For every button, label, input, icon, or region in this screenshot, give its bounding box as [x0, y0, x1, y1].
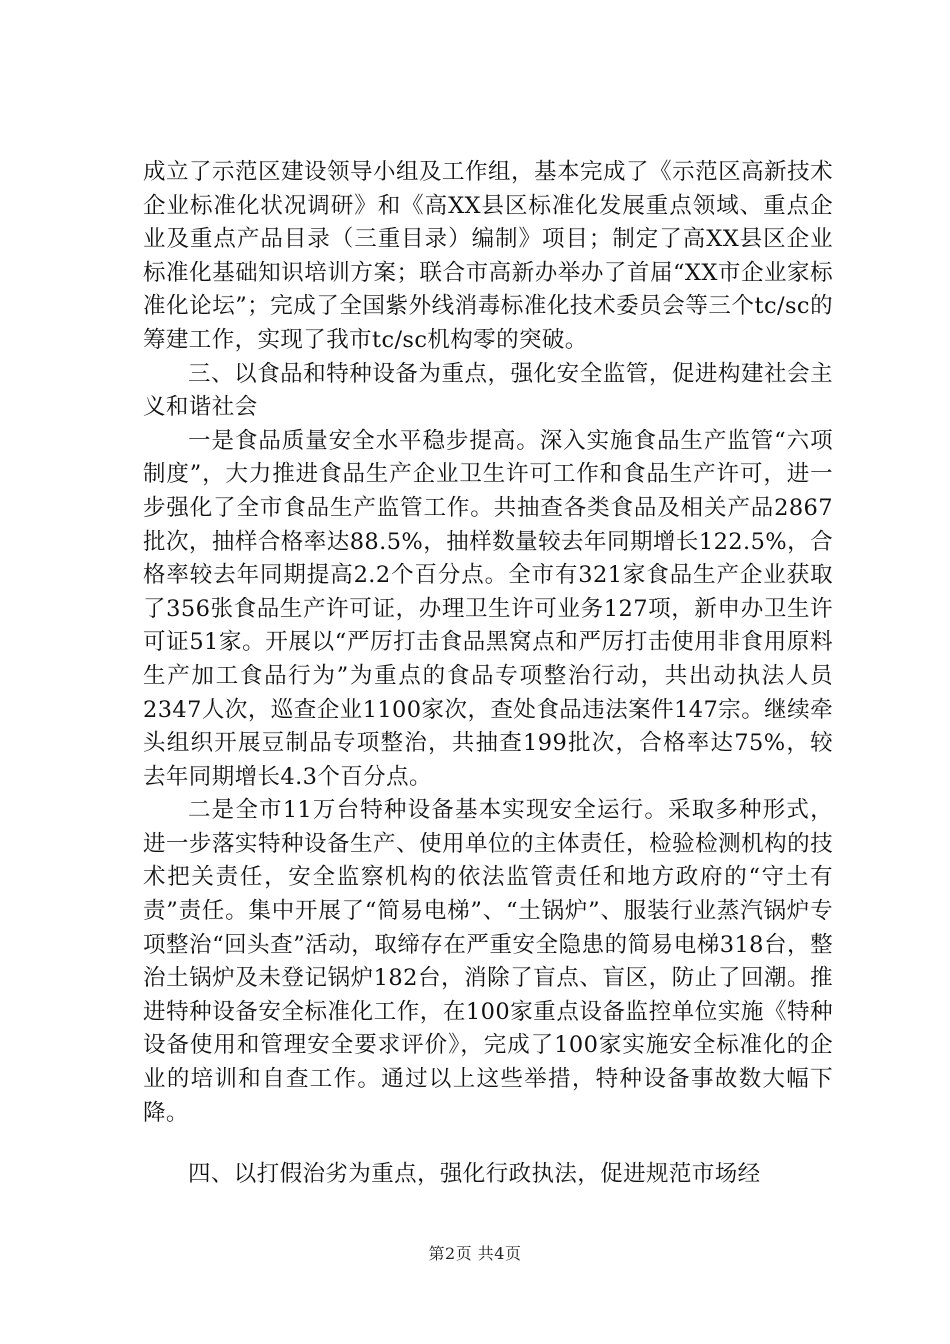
paragraph-food-safety: 一是食品质量安全水平稳步提高。深入实施食品生产监管“六项制度”，大力推进食品生产企业卫生许可工作和食品生产许可，进一步强化了全市食品生产监管工作。共抽查各类食品及相关产品2867批次，抽样合格率达88.5%，抽样数量较去年同期增长122.5%，合格率较去年同期提高2.2个百分点。全市有321家食品生产企业获取了356张食品生产许可证，办理卫生许可业务127项，新申办卫生许可证51家。开展以“严厉打击食品黑窝点和严厉打击使用非食用原料生产加工食品行为”为重点的食品专项整治行动，共出动执法人员2347人次，巡查企业1100家次，查处食品违法案件147宗。继续牵头组织开展豆制品专项整治，共抽查199批次，合格率达75%，较去年同期增长4.3个百分点。 — [143, 427, 833, 790]
section-heading-three: 三、以食品和特种设备为重点，强化安全监管，促进构建社会主义和谐社会 — [143, 360, 833, 421]
paragraph-special-equipment: 二是全市11万台特种设备基本实现安全运行。采取多种形式，进一步落实特种设备生产、使用单位的主体责任，检验检测机构的技术把关责任，安全监察机构的依法监管责任和地方政府的“守土有责”责任。集中开展了“简易电梯”、“土锅炉”、服装行业蒸汽锅炉专项整治“回头查”活动，取缔存在严重安全隐患的简易电梯318台，整治土锅炉及未登记锅炉182台，消除了盲点、盲区，防止了回潮。推进特种设备安全标准化工作，在100家重点设备监控单位实施《特种设备使用和管理安全要求评价》，完成了100家实施安全标准化的企业的培训和自查工作。通过以上这些举措，特种设备事故数大幅下降。 — [143, 797, 833, 1126]
page-number-footer: 第2页 共4页 — [428, 1244, 522, 1263]
paragraph-standardization-summary: 成立了示范区建设领导小组及工作组，基本完成了《示范区高新技术企业标准化状况调研》和《高XX县区标准化发展重点领域、重点企业及重点产品目录（三重目录）编制》项目；制定了高XX县区企业标准化基础知识培训方案；联合市高新办举办了首届“XX市企业家标准化论坛”；完成了全国紫外线消毒标准化技术委员会等三个tc/sc的筹建工作，实现了我市tc/sc机构零的突破。 — [143, 159, 833, 353]
section-heading-four: 四、以打假治劣为重点，强化行政执法，促进规范市场经 — [188, 1161, 761, 1188]
document-body — [143, 156, 833, 1192]
